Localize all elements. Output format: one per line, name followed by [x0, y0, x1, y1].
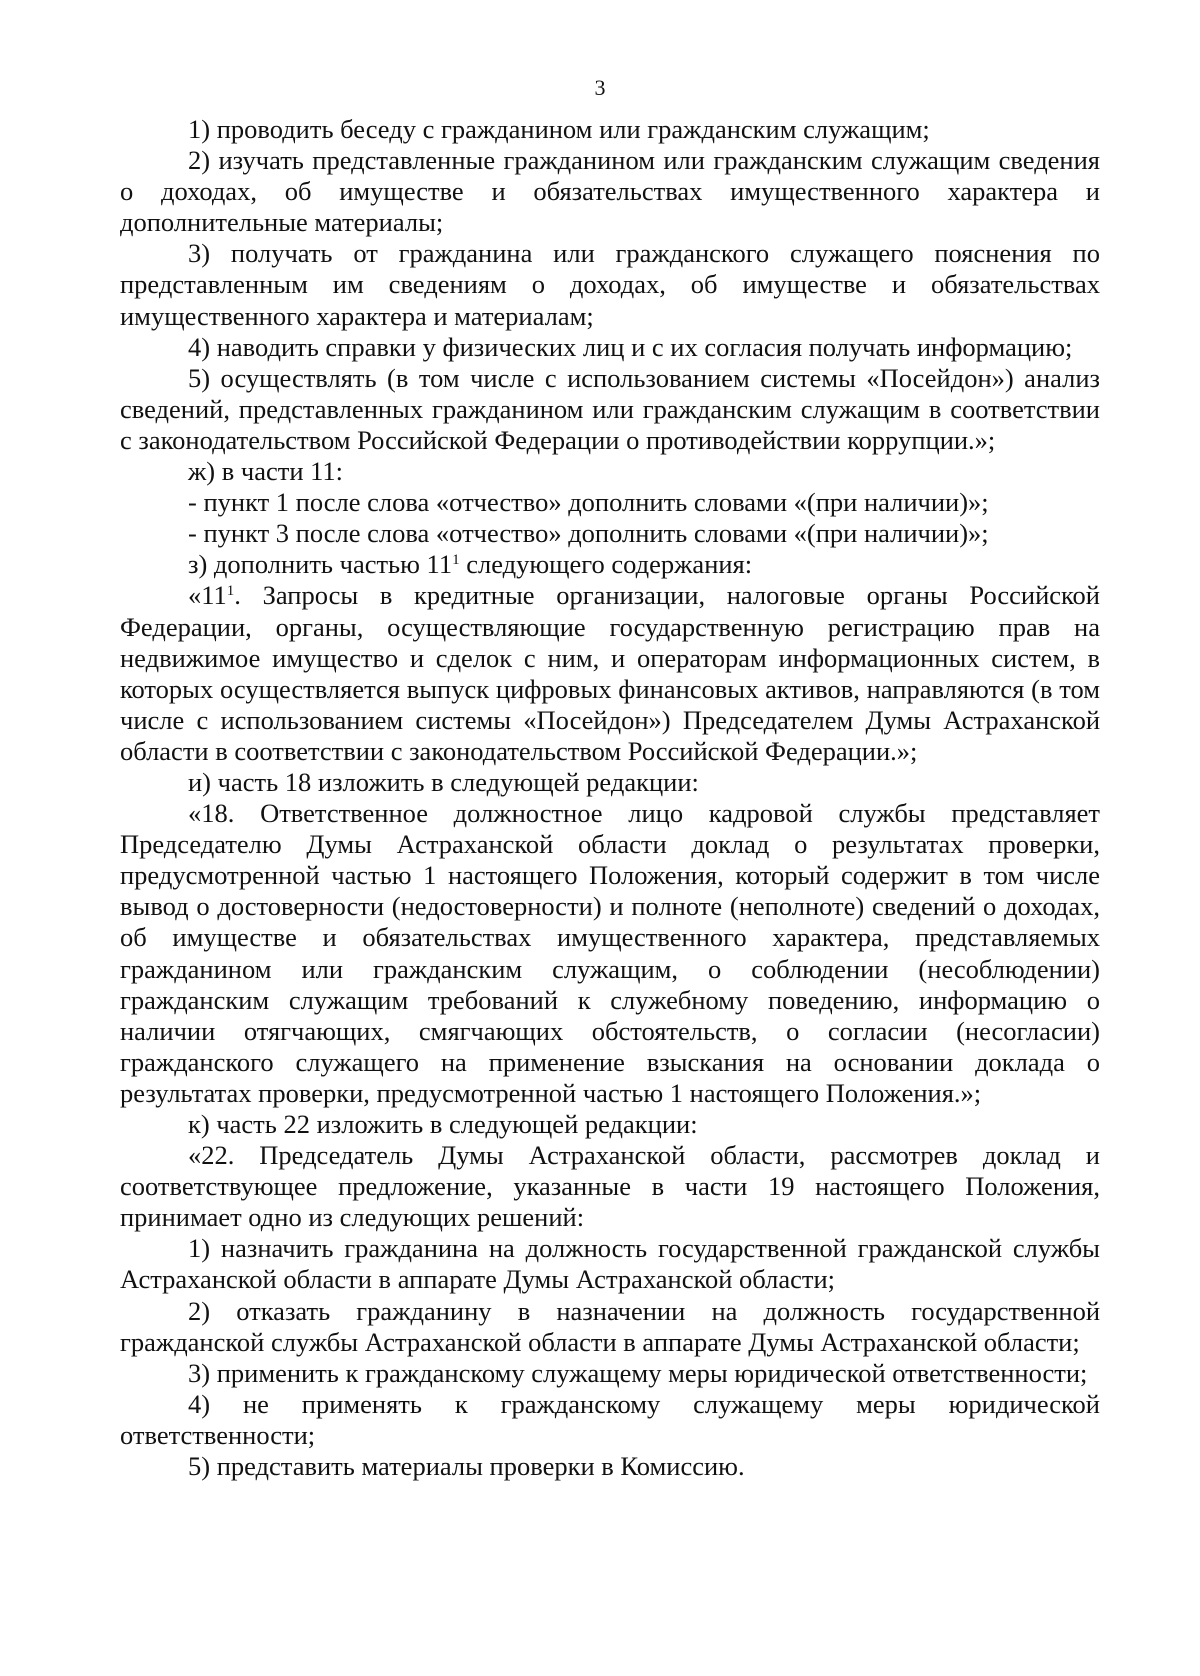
paragraph: - пункт 3 после слова «отчество» дополнить словами «(при наличии)»; [188, 518, 989, 549]
paragraph: «22. Председатель Думы Астраханской области, рассмотрев доклад и соответствующее предложение, указанные в части 19 настоящего Положения, принимает одно из следующих решений: [120, 1140, 1100, 1233]
paragraph: 3) получать от гражданина или гражданского служащего пояснения по представленным им сведениям о доходах, об имуществе и обязательствах имущественного характера и материалам; [120, 238, 1100, 331]
superscript: 1 [226, 583, 235, 600]
paragraph: «18. Ответственное должностное лицо кадровой службы представляет Председателю Думы Астраханской области доклад о результатах проверки, предусмотренной частью 1 настоящего Положения, который содержит в том числе вывод о достоверности (недостоверности) и полноте (неполноте) сведений о доходах, об имуществе и обязательствах имущественного характера, представляемых гражданином или гражданским служащим, о соблюдении (несоблюдении) гражданским служащим требований к служебному поведению, информацию о наличии отягчающих, смягчающих обстоятельств, о согласии (несогласии) гражданского служащего на применение взыскания на основании доклада о результатах проверки, предусмотренной частью 1 настоящего Положения.»; [120, 798, 1100, 1108]
paragraph: 5) осуществлять (в том числе с использованием системы «Посейдон») анализ сведений, представленных гражданином или гражданским служащим в соответствии с законодательством Российской Федерации о противодействии коррупции.»; [120, 362, 1100, 455]
page-number: 3 [594, 75, 606, 100]
paragraph: 5) представить материалы проверки в Комиссию. [188, 1451, 745, 1482]
paragraph: 4) не применять к гражданскому служащему меры юридической ответственности; [120, 1388, 1100, 1450]
paragraph: - пункт 1 после слова «отчество» дополнить словами «(при наличии)»; [188, 487, 989, 518]
paragraph: 4) наводить справки у физических лиц и с их согласия получать информацию; [188, 331, 1073, 362]
paragraph: и) часть 18 изложить в следующей редакции: [188, 766, 699, 797]
paragraph: к) часть 22 изложить в следующей редакции: [188, 1109, 698, 1139]
superscript: 1 [452, 552, 460, 569]
paragraph: 2) изучать представленные гражданином или гражданским служащим сведения о доходах, об имуществе и обязательствах имущественного характера и дополнительные материалы; [120, 145, 1100, 238]
document-body [120, 114, 1100, 1482]
paragraph: 1) назначить гражданина на должность государственной гражданской службы Астраханской области в аппарате Думы Астраханской области; [120, 1233, 1100, 1295]
paragraph: 1) проводить беседу с гражданином или гражданским служащим; [188, 114, 930, 144]
paragraph: з) дополнить частью $11^1$ следующего содержания: [188, 549, 753, 580]
paragraph: «$11^1$. Запросы в кредитные организации, налоговые органы Российской Федерации, органы, осуществляющие государственную регистрацию прав на недвижимое имущество и сделок с ним, и операторам информационных систем, в которых осуществляется выпуск цифровых финансовых активов, направляются (в том числе с использованием системы «Посейдон») Председателем Думы Астраханской области в соответствии с законодательством Российской Федерации.»; [120, 580, 1100, 766]
paragraph: 3) применить к гражданскому служащему меры юридической ответственности; [188, 1357, 1088, 1388]
paragraph: 2) отказать гражданину в назначении на должность государственной гражданской службы Астраханской области в аппарате Думы Астраханской области; [120, 1295, 1100, 1357]
paragraph: ж) в части 11: [188, 456, 344, 487]
